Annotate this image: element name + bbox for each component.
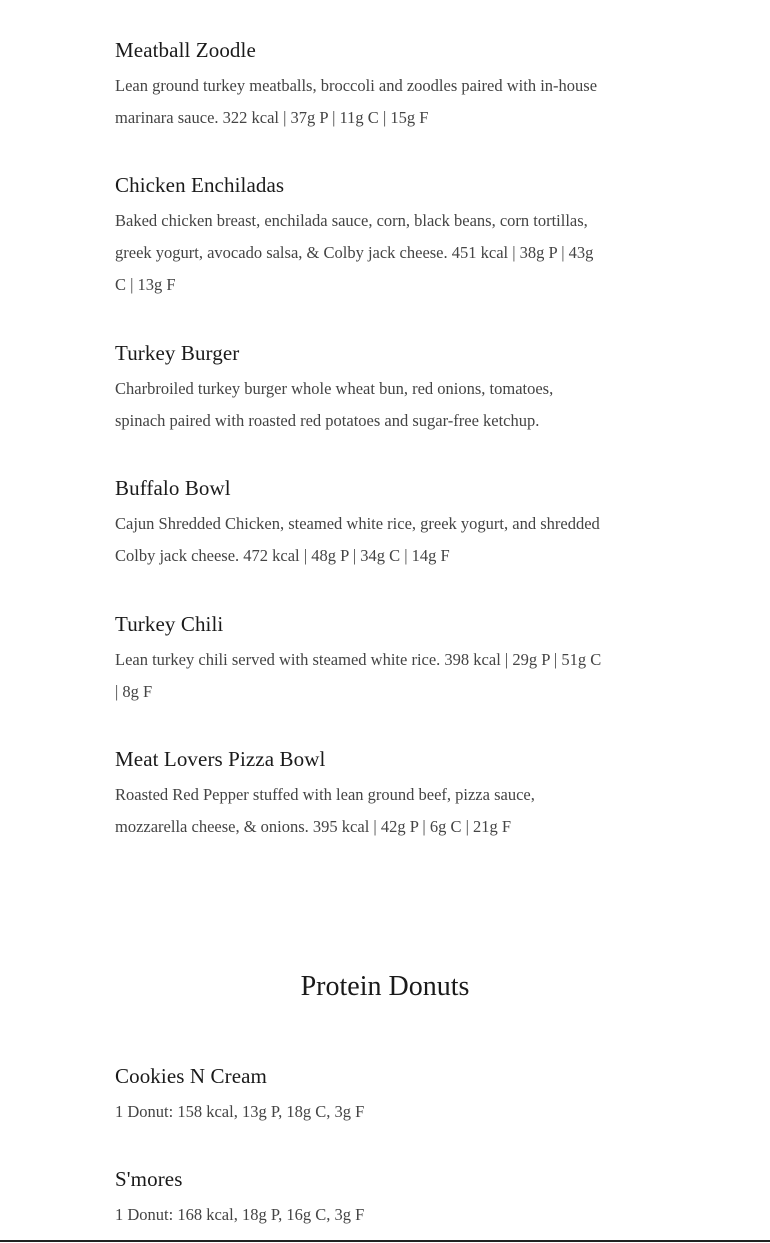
- menu-item-meat-lovers-pizza-bowl: [115, 745, 605, 843]
- item-title: Meatball Zoodle: [115, 38, 256, 62]
- menu-item-smores: [115, 1165, 605, 1231]
- item-title: Turkey Burger: [115, 341, 240, 365]
- menu-item-turkey-burger: [115, 339, 605, 437]
- menu-item-meatball-zoodle: [115, 36, 605, 134]
- item-title: Chicken Enchiladas: [115, 173, 285, 197]
- item-title: Meat Lovers Pizza Bowl: [115, 747, 326, 771]
- menu-item-chicken-enchiladas: [115, 171, 605, 301]
- menu-item-buffalo-bowl: [115, 474, 605, 572]
- item-title: Buffalo Bowl: [115, 476, 231, 500]
- item-description: Charbroiled turkey burger whole wheat bun, red onions, tomatoes, spinach paired with roasted red potatoes and sugar-free ketchup.: [115, 379, 554, 430]
- item-title: Turkey Chili: [115, 612, 224, 636]
- item-title: S'mores: [115, 1167, 183, 1191]
- item-description: Cajun Shredded Chicken, steamed white rice, greek yogurt, and shredded Colby jack cheese. 472 kcal | 48g P | 34g C | 14g F: [115, 514, 600, 565]
- item-description: 1 Donut: 158 kcal, 13g P, 18g C, 3g F: [115, 1102, 365, 1121]
- item-description: Lean turkey chili served with steamed white rice. 398 kcal | 29g P | 51g C | 8g F: [115, 650, 602, 701]
- item-description: 1 Donut: 168 kcal, 18g P, 16g C, 3g F: [115, 1205, 365, 1224]
- section-heading-protein-donuts: Protein Donuts: [300, 971, 470, 1002]
- item-description: Roasted Red Pepper stuffed with lean ground beef, pizza sauce, mozzarella cheese, & onions. 395 kcal | 42g P | 6g C | 21g F: [115, 785, 535, 836]
- menu-item-cookies-n-cream: [115, 1062, 605, 1128]
- item-description: Baked chicken breast, enchilada sauce, corn, black beans, corn tortillas, greek yogurt, avocado salsa, & Colby jack cheese. 451 kcal | 38g P | 43g C | 13g F: [115, 211, 594, 294]
- menu-item-turkey-chili: [115, 610, 605, 708]
- item-description: Lean ground turkey meatballs, broccoli and zoodles paired with in-house marinara sauce. 322 kcal | 37g P | 11g C | 15g F: [115, 76, 598, 127]
- bottom-divider: [0, 1240, 770, 1242]
- item-title: Cookies N Cream: [115, 1064, 267, 1088]
